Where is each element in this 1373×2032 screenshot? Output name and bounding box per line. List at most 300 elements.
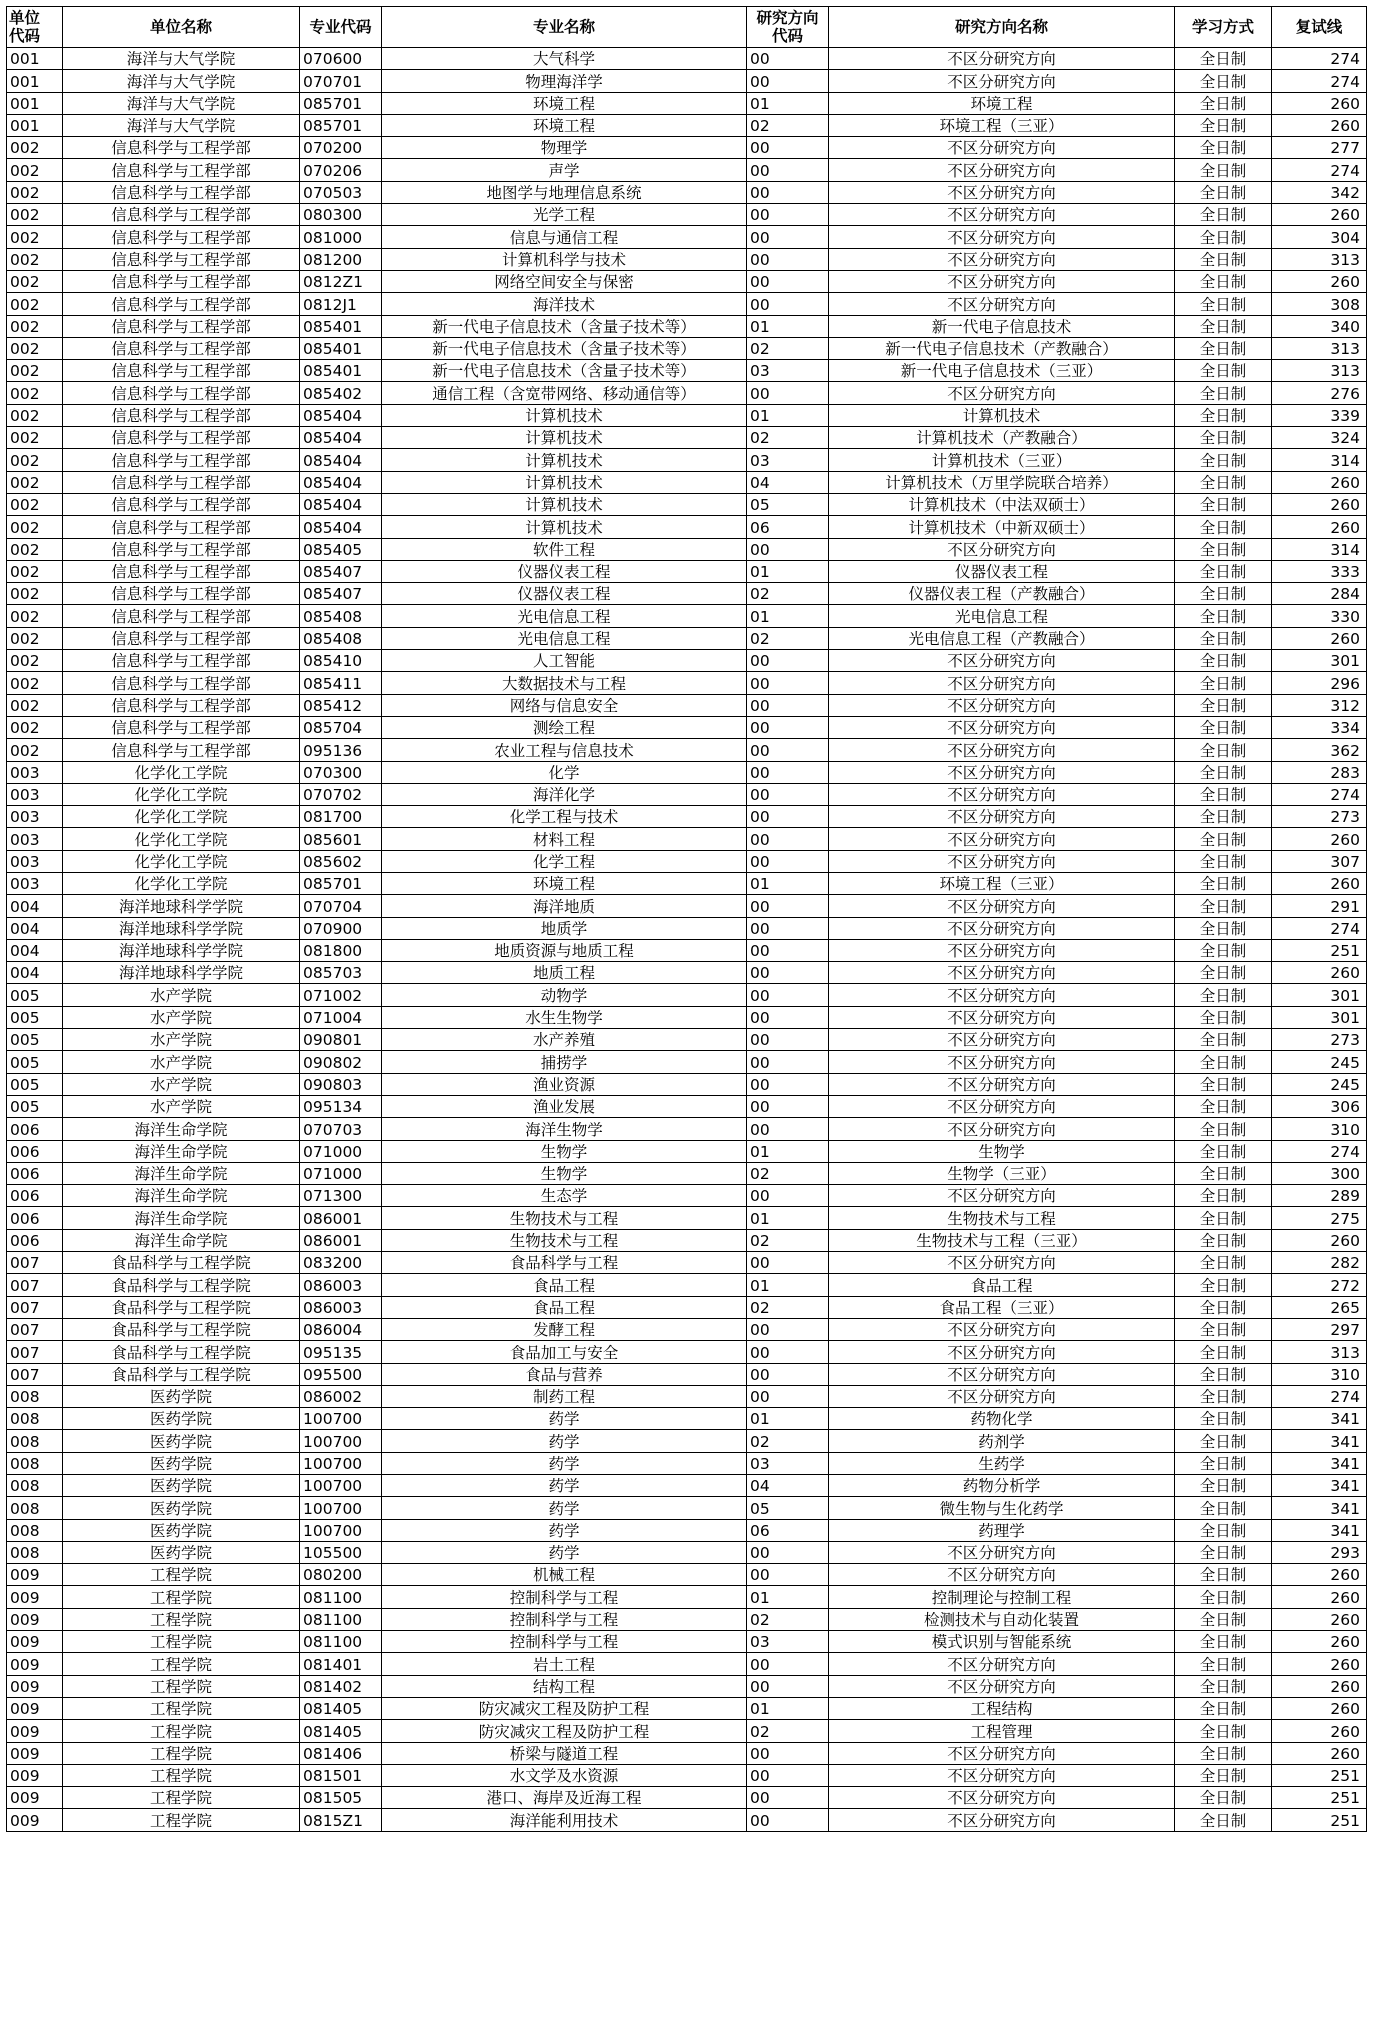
cell-major-name: 环境工程 [382, 872, 747, 894]
cell-major-name: 生态学 [382, 1185, 747, 1207]
cell-major-code: 085704 [300, 716, 382, 738]
cell-direction-name: 计算机技术（中新双硕士） [829, 516, 1175, 538]
score-table [6, 6, 1367, 1832]
cell-major-code: 085410 [300, 650, 382, 672]
cell-study-mode: 全日制 [1175, 181, 1272, 203]
cell-direction-name: 药理学 [829, 1519, 1175, 1541]
table-row [7, 1073, 1367, 1095]
cell-study-mode: 全日制 [1175, 92, 1272, 114]
cell-direction-code: 00 [747, 806, 829, 828]
cell-major-code: 086003 [300, 1296, 382, 1318]
cell-retest-score: 260 [1272, 627, 1367, 649]
cell-major-name: 化学 [382, 761, 747, 783]
cell-direction-name: 不区分研究方向 [829, 1341, 1175, 1363]
cell-direction-code: 00 [747, 739, 829, 761]
cell-study-mode: 全日制 [1175, 1742, 1272, 1764]
cell-major-code: 086003 [300, 1274, 382, 1296]
cell-unit-name: 信息科学与工程学部 [63, 427, 300, 449]
cell-major-code: 081800 [300, 939, 382, 961]
cell-unit-name: 工程学院 [63, 1764, 300, 1786]
cell-major-code: 071004 [300, 1006, 382, 1028]
cell-unit-code: 002 [7, 583, 63, 605]
cell-direction-code: 02 [747, 1229, 829, 1251]
table-row [7, 449, 1367, 471]
cell-study-mode: 全日制 [1175, 1029, 1272, 1051]
cell-study-mode: 全日制 [1175, 1809, 1272, 1831]
cell-study-mode: 全日制 [1175, 1764, 1272, 1786]
table-row [7, 939, 1367, 961]
cell-retest-score: 274 [1272, 1385, 1367, 1407]
cell-unit-name: 医药学院 [63, 1452, 300, 1474]
cell-unit-code: 006 [7, 1185, 63, 1207]
cell-direction-name: 不区分研究方向 [829, 1185, 1175, 1207]
cell-direction-name: 不区分研究方向 [829, 694, 1175, 716]
cell-major-name: 港口、海岸及近海工程 [382, 1787, 747, 1809]
table-row [7, 1029, 1367, 1051]
cell-direction-name: 计算机技术（中法双硕士） [829, 493, 1175, 515]
cell-unit-name: 信息科学与工程学部 [63, 181, 300, 203]
table-row [7, 1519, 1367, 1541]
cell-direction-code: 00 [747, 1341, 829, 1363]
cell-major-code: 081501 [300, 1764, 382, 1786]
cell-unit-name: 信息科学与工程学部 [63, 739, 300, 761]
cell-direction-name: 计算机技术（万里学院联合培养） [829, 471, 1175, 493]
cell-direction-code: 00 [747, 1095, 829, 1117]
cell-major-name: 计算机技术 [382, 471, 747, 493]
cell-study-mode: 全日制 [1175, 70, 1272, 92]
cell-unit-name: 信息科学与工程学部 [63, 672, 300, 694]
table-row [7, 627, 1367, 649]
cell-direction-name: 工程管理 [829, 1720, 1175, 1742]
cell-major-name: 环境工程 [382, 114, 747, 136]
cell-unit-name: 信息科学与工程学部 [63, 627, 300, 649]
cell-major-code: 100700 [300, 1519, 382, 1541]
cell-unit-name: 水产学院 [63, 1029, 300, 1051]
cell-unit-code: 002 [7, 226, 63, 248]
cell-retest-score: 260 [1272, 1697, 1367, 1719]
cell-study-mode: 全日制 [1175, 471, 1272, 493]
cell-major-name: 控制科学与工程 [382, 1586, 747, 1608]
cell-major-code: 070503 [300, 181, 382, 203]
cell-retest-score: 324 [1272, 427, 1367, 449]
cell-study-mode: 全日制 [1175, 1095, 1272, 1117]
cell-unit-code: 007 [7, 1296, 63, 1318]
cell-unit-code: 001 [7, 92, 63, 114]
cell-direction-name: 不区分研究方向 [829, 1073, 1175, 1095]
cell-major-name: 控制科学与工程 [382, 1608, 747, 1630]
cell-direction-code: 03 [747, 1452, 829, 1474]
cell-direction-name: 不区分研究方向 [829, 650, 1175, 672]
cell-major-code: 070206 [300, 159, 382, 181]
table-row [7, 962, 1367, 984]
cell-major-name: 光电信息工程 [382, 627, 747, 649]
table-row [7, 1162, 1367, 1184]
cell-direction-code: 00 [747, 962, 829, 984]
cell-unit-name: 海洋与大气学院 [63, 70, 300, 92]
cell-unit-name: 信息科学与工程学部 [63, 137, 300, 159]
cell-study-mode: 全日制 [1175, 382, 1272, 404]
cell-direction-name: 不区分研究方向 [829, 48, 1175, 70]
cell-major-code: 085407 [300, 560, 382, 582]
cell-unit-code: 009 [7, 1809, 63, 1831]
table-header [7, 7, 1367, 48]
cell-unit-code: 002 [7, 137, 63, 159]
cell-direction-code: 00 [747, 1051, 829, 1073]
cell-major-code: 100700 [300, 1408, 382, 1430]
cell-unit-code: 002 [7, 739, 63, 761]
cell-direction-code: 00 [747, 538, 829, 560]
cell-unit-name: 工程学院 [63, 1787, 300, 1809]
cell-major-name: 发酵工程 [382, 1318, 747, 1340]
cell-direction-code: 00 [747, 716, 829, 738]
cell-direction-code: 00 [747, 1541, 829, 1563]
cell-direction-code: 06 [747, 516, 829, 538]
cell-study-mode: 全日制 [1175, 1318, 1272, 1340]
cell-unit-name: 信息科学与工程学部 [63, 404, 300, 426]
table-row [7, 315, 1367, 337]
cell-major-code: 085404 [300, 471, 382, 493]
cell-direction-name: 仪器仪表工程（产教融合） [829, 583, 1175, 605]
cell-unit-name: 化学化工学院 [63, 761, 300, 783]
cell-major-code: 085412 [300, 694, 382, 716]
cell-unit-code: 005 [7, 1006, 63, 1028]
cell-study-mode: 全日制 [1175, 1564, 1272, 1586]
cell-retest-score: 260 [1272, 1608, 1367, 1630]
cell-direction-code: 03 [747, 449, 829, 471]
table-body [7, 48, 1367, 1832]
cell-major-code: 071300 [300, 1185, 382, 1207]
cell-unit-name: 工程学院 [63, 1653, 300, 1675]
cell-unit-code: 007 [7, 1363, 63, 1385]
table-row [7, 1207, 1367, 1229]
cell-major-name: 捕捞学 [382, 1051, 747, 1073]
cell-major-code: 085404 [300, 427, 382, 449]
cell-retest-score: 282 [1272, 1252, 1367, 1274]
table-row [7, 672, 1367, 694]
table-row [7, 1787, 1367, 1809]
cell-major-code: 095500 [300, 1363, 382, 1385]
cell-unit-name: 信息科学与工程学部 [63, 493, 300, 515]
cell-unit-name: 水产学院 [63, 1073, 300, 1095]
table-row [7, 248, 1367, 270]
cell-major-name: 动物学 [382, 984, 747, 1006]
cell-unit-code: 009 [7, 1697, 63, 1719]
header-unit-code-label: 单位 代码 [9, 9, 41, 45]
cell-direction-name: 不区分研究方向 [829, 1095, 1175, 1117]
cell-direction-name: 环境工程 [829, 92, 1175, 114]
cell-retest-score: 313 [1272, 360, 1367, 382]
header-row [7, 7, 1367, 48]
cell-study-mode: 全日制 [1175, 1452, 1272, 1474]
cell-retest-score: 273 [1272, 806, 1367, 828]
cell-unit-name: 工程学院 [63, 1586, 300, 1608]
cell-direction-code: 00 [747, 895, 829, 917]
cell-retest-score: 260 [1272, 1742, 1367, 1764]
cell-study-mode: 全日制 [1175, 1274, 1272, 1296]
cell-major-name: 防灾减灾工程及防护工程 [382, 1697, 747, 1719]
cell-direction-name: 不区分研究方向 [829, 226, 1175, 248]
cell-retest-score: 274 [1272, 1140, 1367, 1162]
cell-unit-code: 008 [7, 1408, 63, 1430]
cell-unit-code: 007 [7, 1274, 63, 1296]
cell-direction-code: 02 [747, 1296, 829, 1318]
cell-major-code: 081000 [300, 226, 382, 248]
cell-major-name: 药学 [382, 1497, 747, 1519]
cell-study-mode: 全日制 [1175, 1430, 1272, 1452]
cell-major-code: 100700 [300, 1475, 382, 1497]
cell-retest-score: 341 [1272, 1430, 1367, 1452]
cell-direction-name: 不区分研究方向 [829, 962, 1175, 984]
cell-major-name: 大数据技术与工程 [382, 672, 747, 694]
cell-direction-code: 00 [747, 1252, 829, 1274]
cell-major-code: 090802 [300, 1051, 382, 1073]
header-unit-name: 单位名称 [63, 7, 300, 48]
cell-unit-name: 信息科学与工程学部 [63, 650, 300, 672]
cell-major-code: 0812Z1 [300, 270, 382, 292]
cell-unit-name: 化学化工学院 [63, 872, 300, 894]
table-row [7, 560, 1367, 582]
cell-direction-name: 不区分研究方向 [829, 1006, 1175, 1028]
cell-study-mode: 全日制 [1175, 449, 1272, 471]
table-row [7, 828, 1367, 850]
cell-unit-name: 医药学院 [63, 1385, 300, 1407]
cell-unit-code: 006 [7, 1118, 63, 1140]
cell-major-name: 渔业发展 [382, 1095, 747, 1117]
table-row [7, 1475, 1367, 1497]
cell-study-mode: 全日制 [1175, 337, 1272, 359]
cell-retest-score: 260 [1272, 114, 1367, 136]
table-row [7, 538, 1367, 560]
cell-study-mode: 全日制 [1175, 806, 1272, 828]
cell-major-code: 100700 [300, 1497, 382, 1519]
cell-retest-score: 313 [1272, 337, 1367, 359]
cell-major-code: 100700 [300, 1452, 382, 1474]
table-row [7, 1720, 1367, 1742]
cell-major-code: 085407 [300, 583, 382, 605]
cell-unit-code: 005 [7, 1051, 63, 1073]
cell-direction-code: 00 [747, 159, 829, 181]
cell-retest-score: 260 [1272, 1720, 1367, 1742]
cell-major-code: 081405 [300, 1697, 382, 1719]
cell-major-code: 100700 [300, 1430, 382, 1452]
cell-unit-name: 化学化工学院 [63, 783, 300, 805]
header-direction-name: 研究方向名称 [829, 7, 1175, 48]
table-row [7, 761, 1367, 783]
cell-major-code: 085401 [300, 337, 382, 359]
cell-major-name: 桥梁与隧道工程 [382, 1742, 747, 1764]
cell-unit-name: 食品科学与工程学院 [63, 1318, 300, 1340]
cell-retest-score: 265 [1272, 1296, 1367, 1318]
table-row [7, 1586, 1367, 1608]
cell-unit-code: 002 [7, 270, 63, 292]
header-unit-code [7, 7, 63, 48]
cell-retest-score: 297 [1272, 1318, 1367, 1340]
cell-study-mode: 全日制 [1175, 1296, 1272, 1318]
table-row [7, 181, 1367, 203]
cell-retest-score: 341 [1272, 1519, 1367, 1541]
table-row [7, 1318, 1367, 1340]
table-row [7, 493, 1367, 515]
cell-unit-code: 008 [7, 1452, 63, 1474]
cell-major-code: 085405 [300, 538, 382, 560]
cell-study-mode: 全日制 [1175, 694, 1272, 716]
header-direction-code [747, 7, 829, 48]
cell-direction-name: 不区分研究方向 [829, 672, 1175, 694]
cell-retest-score: 301 [1272, 650, 1367, 672]
cell-major-name: 药学 [382, 1430, 747, 1452]
cell-major-code: 095136 [300, 739, 382, 761]
cell-unit-code: 002 [7, 560, 63, 582]
cell-unit-code: 002 [7, 427, 63, 449]
table-row [7, 872, 1367, 894]
cell-study-mode: 全日制 [1175, 872, 1272, 894]
cell-retest-score: 313 [1272, 1341, 1367, 1363]
cell-unit-name: 信息科学与工程学部 [63, 694, 300, 716]
table-row [7, 1675, 1367, 1697]
cell-direction-name: 不区分研究方向 [829, 1252, 1175, 1274]
cell-study-mode: 全日制 [1175, 293, 1272, 315]
cell-unit-name: 信息科学与工程学部 [63, 583, 300, 605]
cell-retest-score: 260 [1272, 471, 1367, 493]
cell-direction-name: 不区分研究方向 [829, 1363, 1175, 1385]
cell-direction-code: 00 [747, 204, 829, 226]
cell-direction-code: 00 [747, 1809, 829, 1831]
cell-retest-score: 283 [1272, 761, 1367, 783]
cell-major-name: 计算机技术 [382, 404, 747, 426]
cell-unit-code: 004 [7, 962, 63, 984]
cell-unit-name: 工程学院 [63, 1720, 300, 1742]
cell-direction-name: 计算机技术 [829, 404, 1175, 426]
cell-direction-name: 工程结构 [829, 1697, 1175, 1719]
cell-direction-code: 00 [747, 650, 829, 672]
table-row [7, 1385, 1367, 1407]
cell-unit-code: 002 [7, 672, 63, 694]
cell-major-name: 光电信息工程 [382, 605, 747, 627]
cell-study-mode: 全日制 [1175, 1073, 1272, 1095]
cell-retest-score: 260 [1272, 493, 1367, 515]
cell-direction-code: 00 [747, 828, 829, 850]
cell-major-code: 080300 [300, 204, 382, 226]
cell-direction-code: 00 [747, 939, 829, 961]
cell-retest-score: 341 [1272, 1497, 1367, 1519]
cell-major-name: 计算机技术 [382, 493, 747, 515]
cell-retest-score: 274 [1272, 917, 1367, 939]
cell-study-mode: 全日制 [1175, 1229, 1272, 1251]
cell-retest-score: 301 [1272, 984, 1367, 1006]
cell-major-code: 081100 [300, 1586, 382, 1608]
cell-major-code: 090803 [300, 1073, 382, 1095]
cell-direction-code: 02 [747, 114, 829, 136]
cell-major-code: 085703 [300, 962, 382, 984]
header-study-mode: 学习方式 [1175, 7, 1272, 48]
cell-major-name: 生物学 [382, 1162, 747, 1184]
table-row [7, 716, 1367, 738]
table-row [7, 650, 1367, 672]
cell-major-code: 081402 [300, 1675, 382, 1697]
cell-unit-code: 002 [7, 204, 63, 226]
cell-direction-name: 不区分研究方向 [829, 1675, 1175, 1697]
cell-unit-name: 信息科学与工程学部 [63, 471, 300, 493]
cell-direction-code: 01 [747, 1274, 829, 1296]
cell-retest-score: 260 [1272, 270, 1367, 292]
cell-unit-code: 002 [7, 404, 63, 426]
cell-retest-score: 274 [1272, 48, 1367, 70]
cell-direction-name: 模式识别与智能系统 [829, 1631, 1175, 1653]
cell-direction-name: 不区分研究方向 [829, 761, 1175, 783]
table-row [7, 1809, 1367, 1831]
cell-direction-name: 生物学 [829, 1140, 1175, 1162]
table-row [7, 159, 1367, 181]
cell-major-code: 070704 [300, 895, 382, 917]
cell-study-mode: 全日制 [1175, 917, 1272, 939]
cell-major-code: 086001 [300, 1207, 382, 1229]
cell-unit-name: 信息科学与工程学部 [63, 516, 300, 538]
cell-direction-name: 不区分研究方向 [829, 1029, 1175, 1051]
cell-direction-name: 不区分研究方向 [829, 828, 1175, 850]
cell-direction-name: 新一代电子信息技术（三亚） [829, 360, 1175, 382]
cell-major-code: 085401 [300, 360, 382, 382]
table-row [7, 137, 1367, 159]
cell-unit-code: 002 [7, 315, 63, 337]
cell-direction-name: 不区分研究方向 [829, 1318, 1175, 1340]
cell-retest-score: 245 [1272, 1051, 1367, 1073]
cell-retest-score: 333 [1272, 560, 1367, 582]
cell-major-code: 085601 [300, 828, 382, 850]
cell-unit-code: 006 [7, 1162, 63, 1184]
cell-direction-name: 不区分研究方向 [829, 1118, 1175, 1140]
cell-unit-code: 009 [7, 1764, 63, 1786]
cell-direction-name: 不区分研究方向 [829, 70, 1175, 92]
cell-direction-code: 03 [747, 1631, 829, 1653]
cell-direction-code: 00 [747, 1764, 829, 1786]
cell-unit-code: 009 [7, 1787, 63, 1809]
table-row [7, 1229, 1367, 1251]
cell-major-code: 095134 [300, 1095, 382, 1117]
cell-unit-name: 工程学院 [63, 1564, 300, 1586]
cell-unit-code: 003 [7, 806, 63, 828]
cell-study-mode: 全日制 [1175, 538, 1272, 560]
cell-major-name: 新一代电子信息技术（含量子技术等） [382, 337, 747, 359]
cell-direction-code: 01 [747, 1207, 829, 1229]
cell-major-code: 071002 [300, 984, 382, 1006]
cell-unit-code: 002 [7, 493, 63, 515]
cell-retest-score: 304 [1272, 226, 1367, 248]
cell-direction-code: 00 [747, 1318, 829, 1340]
cell-direction-name: 不区分研究方向 [829, 895, 1175, 917]
cell-major-name: 生物技术与工程 [382, 1229, 747, 1251]
cell-major-code: 090801 [300, 1029, 382, 1051]
cell-major-code: 085404 [300, 493, 382, 515]
cell-study-mode: 全日制 [1175, 1720, 1272, 1742]
cell-unit-code: 008 [7, 1385, 63, 1407]
cell-major-name: 计算机技术 [382, 449, 747, 471]
cell-major-code: 070200 [300, 137, 382, 159]
cell-major-name: 控制科学与工程 [382, 1631, 747, 1653]
cell-unit-code: 002 [7, 516, 63, 538]
table-row [7, 917, 1367, 939]
table-row [7, 1274, 1367, 1296]
cell-major-code: 081505 [300, 1787, 382, 1809]
cell-unit-code: 009 [7, 1631, 63, 1653]
table-row [7, 204, 1367, 226]
cell-direction-code: 00 [747, 1653, 829, 1675]
cell-unit-name: 化学化工学院 [63, 850, 300, 872]
cell-direction-name: 药物化学 [829, 1408, 1175, 1430]
cell-unit-code: 005 [7, 984, 63, 1006]
cell-direction-name: 新一代电子信息技术（产教融合） [829, 337, 1175, 359]
table-row [7, 739, 1367, 761]
cell-retest-score: 341 [1272, 1452, 1367, 1474]
